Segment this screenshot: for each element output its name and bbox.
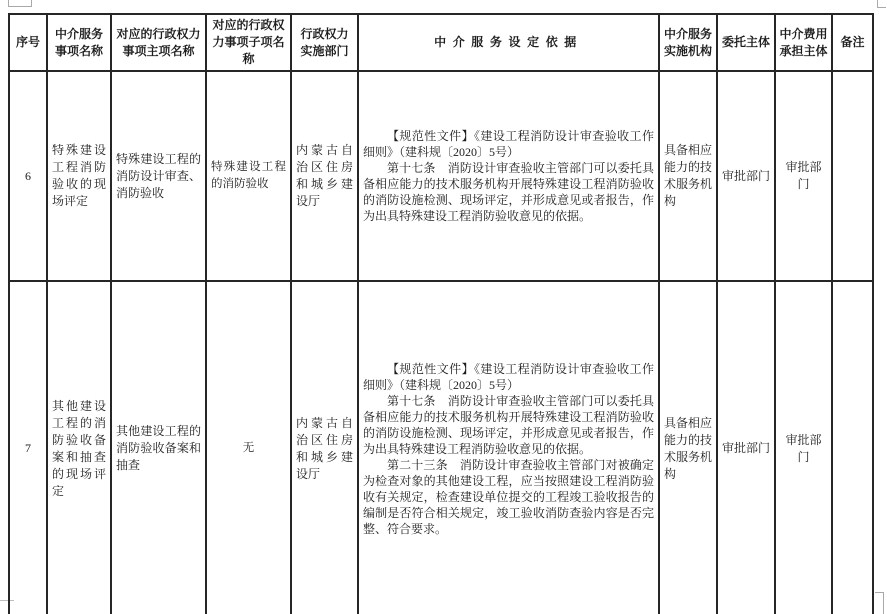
header-service-name: 中介服务事项名称	[47, 14, 111, 71]
cell-fee-bearer: 审批部门	[775, 71, 832, 281]
basis-paragraph: 【规范性文件】《建设工程消防设计审查验收工作细则》（建科规〔2020〕5号）	[363, 129, 654, 159]
cell-basis	[358, 71, 659, 281]
cell-seq: 7	[9, 281, 47, 614]
table-header-row	[9, 14, 873, 71]
cell-basis	[358, 281, 659, 614]
cell-seq: 6	[9, 71, 47, 281]
scan-artifact-bottom-right	[875, 592, 884, 614]
cell-power-sub: 特殊建设工程的消防验收	[206, 71, 291, 281]
basis-paragraph: 【规范性文件】《建设工程消防设计审查验收工作细则》（建科规〔2020〕5号）	[363, 361, 654, 392]
scan-artifact-top-right	[877, 0, 886, 8]
cell-fee-bearer: 审批部门	[775, 281, 832, 614]
header-principal: 委托主体	[717, 14, 775, 71]
cell-power-dept: 内蒙古自治区住房和城乡建设厅	[291, 281, 358, 614]
cell-power-dept: 内蒙古自治区住房和城乡建设厅	[291, 71, 358, 281]
header-power-sub: 对应的行政权力事项子项名称	[206, 14, 291, 71]
header-seq: 序号	[9, 14, 47, 71]
header-agency: 中介服务实施机构	[659, 14, 717, 71]
basis-paragraph: 第十七条 消防设计审查验收主管部门可以委托具备相应能力的技术服务机构开展特殊建设工程消防验收的消防设施检测、现场评定，并形成意见或者报告，作为出具特殊建设工程消防验收意见的依据。	[363, 393, 654, 456]
header-power-dept: 行政权力实施部门	[291, 14, 358, 71]
cell-power-main: 其他建设工程的消防验收备案和抽查	[111, 281, 206, 614]
intermediary-services-table	[8, 13, 874, 614]
scan-artifact-top-left	[8, 0, 32, 7]
header-fee-bearer: 中介费用承担主体	[775, 14, 832, 71]
cell-power-sub: 无	[206, 281, 291, 614]
cell-principal: 审批部门	[717, 281, 775, 614]
cell-power-main: 特殊建设工程的消防设计审查、消防验收	[111, 71, 206, 281]
table-row	[9, 281, 873, 614]
basis-paragraph: 第十七条 消防设计审查验收主管部门可以委托具备相应能力的技术服务机构开展特殊建设工程消防验收的消防设施检测、现场评定，并形成意见或者报告，作为出具特殊建设工程消防验收意见的依据。	[363, 161, 654, 223]
header-basis	[358, 14, 659, 71]
cell-remark	[832, 71, 873, 281]
cell-principal: 审批部门	[717, 71, 775, 281]
basis-paragraph: 第二十三条 消防设计审查验收主管部门对被确定为检查对象的其他建设工程，应当按照建设工程消防验收有关规定，检查建设单位提交的工程竣工验收报告的编制是否符合相关规定，竣工验收消防查验内容是否完整、符合要求。	[363, 457, 654, 536]
header-power-main: 对应的行政权力事项主项名称	[111, 14, 206, 71]
cell-remark	[832, 281, 873, 614]
cell-agency: 具备相应能力的技术服务机构	[659, 71, 717, 281]
table-row	[9, 71, 873, 281]
cell-agency: 具备相应能力的技术服务机构	[659, 281, 717, 614]
cell-service-name: 其他建设工程的消防验收备案和抽查的现场评定	[47, 281, 111, 614]
header-remark: 备注	[832, 14, 873, 71]
cell-service-name: 特殊建设工程消防验收的现场评定	[47, 71, 111, 281]
header-basis-label: 中介服务设定依据	[434, 35, 583, 49]
